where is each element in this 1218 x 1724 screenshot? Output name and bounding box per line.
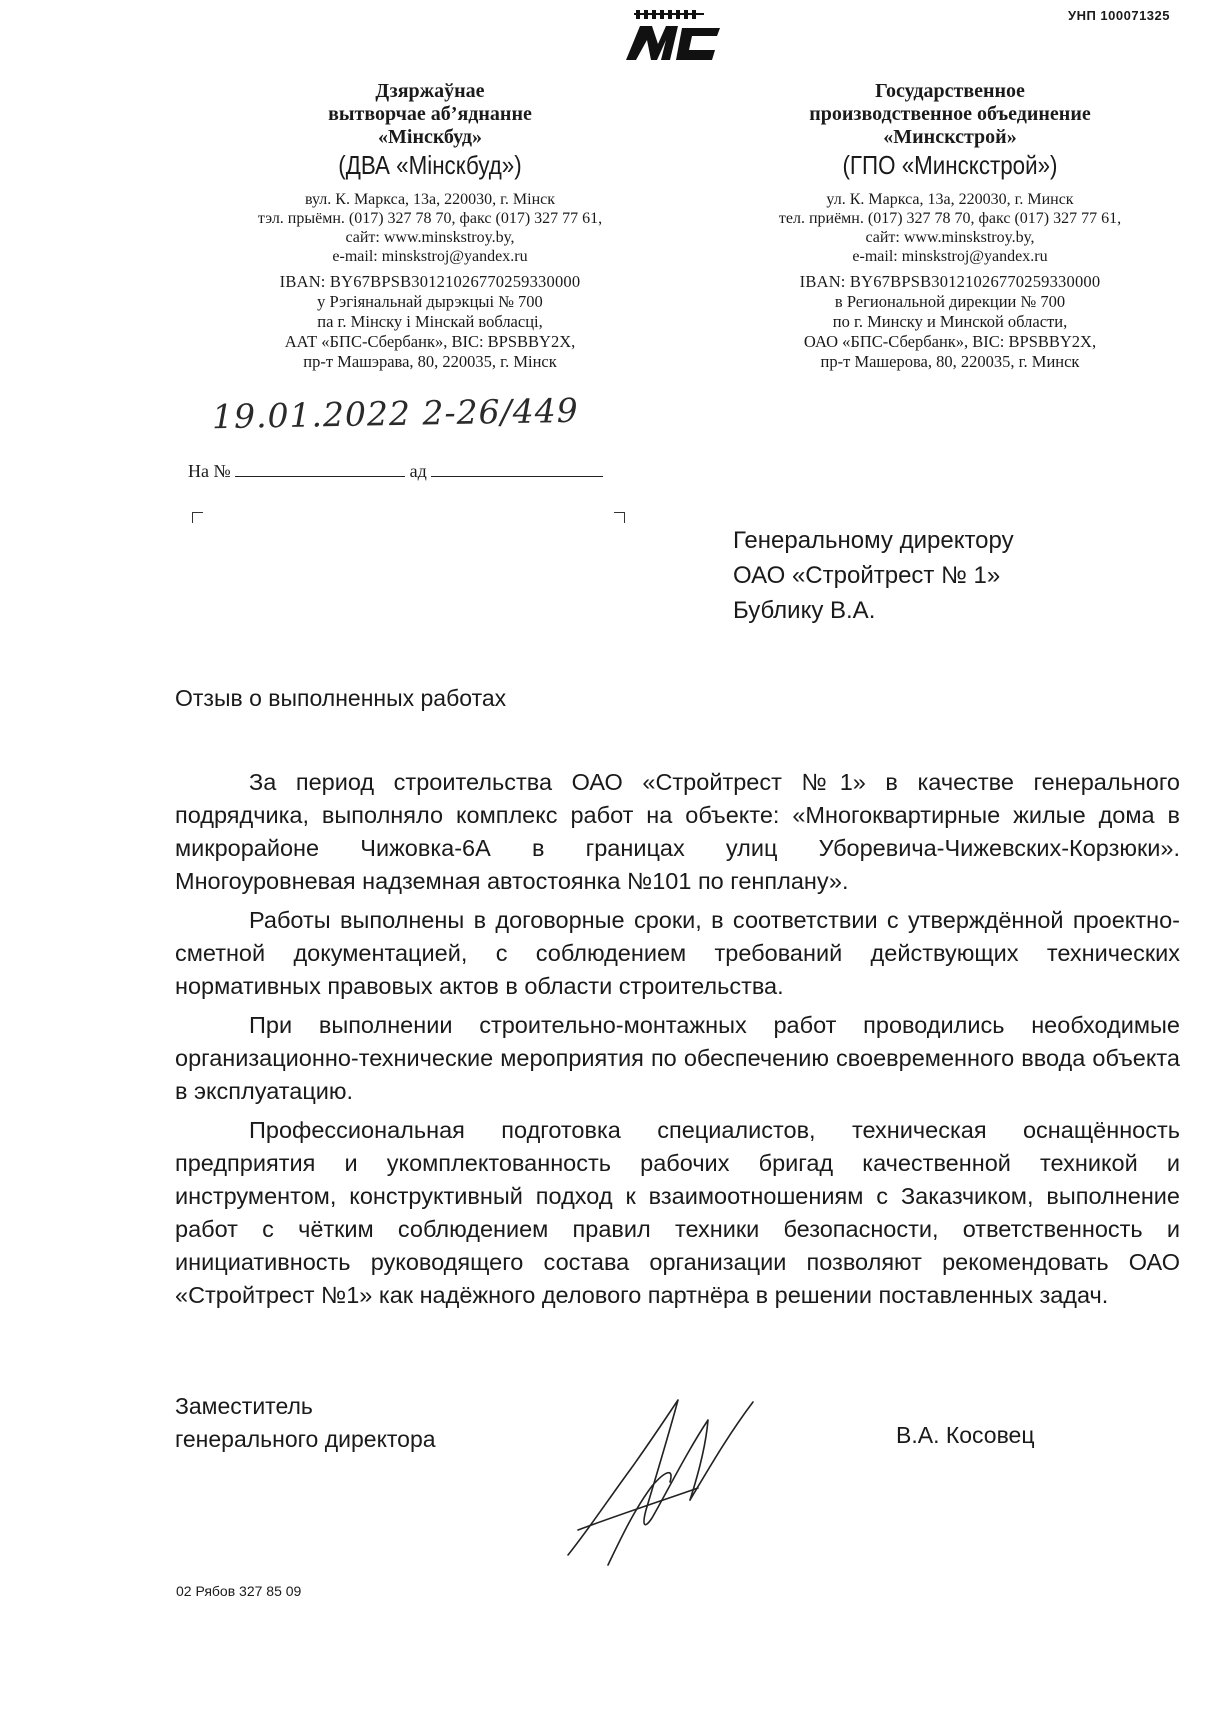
right-org-address xyxy=(720,190,1180,267)
signer-name: В.А. Косовец xyxy=(896,1422,1035,1448)
right-org-name-2: производственное объединение xyxy=(809,103,1091,126)
left-org-address-line: сайт: www.minskstroy.by, xyxy=(345,229,515,247)
left-org-bank-line: у Рэгіянальнай дырэкцыі № 700 xyxy=(317,292,543,312)
left-org-name-2: вытворчае аб’яднанне xyxy=(328,103,532,126)
right-org-bank-line: по г. Минску и Минской области, xyxy=(832,312,1068,332)
left-org-address-line: e-mail: minskstroj@yandex.ru xyxy=(332,248,528,266)
letter-subject: Отзыв о выполненных работах xyxy=(175,685,507,711)
on-no-label: На № xyxy=(188,461,231,481)
left-org-address-line: вул. К. Маркса, 13а, 220030, г. Мінск xyxy=(304,190,556,208)
from-label: ад xyxy=(409,461,427,481)
company-logo xyxy=(620,6,730,62)
right-org-header xyxy=(720,80,1180,371)
right-org-address-line: сайт: www.minskstroy.by, xyxy=(865,229,1035,247)
right-org-address-line: e-mail: minskstroj@yandex.ru xyxy=(852,248,1048,266)
left-org-bank xyxy=(220,272,640,371)
addressee-line: ОАО «Стройтрест № 1» xyxy=(733,561,1001,589)
address-corner-right xyxy=(614,512,625,523)
right-org-abbr: (ГПО «Минскстрой») xyxy=(842,149,1058,180)
right-org-bank-line: IBAN: BY67BPSB30121026770259330000 xyxy=(799,272,1101,292)
left-org-bank-line: пр-т Машэрава, 80, 220035, г. Мінск xyxy=(303,351,557,371)
reference-line xyxy=(188,460,603,482)
addressee-line: Генеральному директору xyxy=(733,527,1014,554)
right-org-bank-line: пр-т Машерова, 80, 220035, г. Минск xyxy=(820,351,1080,371)
handwritten-registration: 19.01.2022 2-26/449 xyxy=(211,390,579,437)
addressee-line: Бублику В.А. xyxy=(733,596,876,624)
right-org-bank-line: в Региональной дирекции № 700 xyxy=(834,292,1066,312)
left-org-address-line: тэл. прыёмн. (017) 327 78 70, факс (017) 327 77 61, xyxy=(257,209,603,227)
right-org-address-line: ул. К. Маркса, 13а, 220030, г. Минск xyxy=(826,190,1074,208)
executor-note: 02 Рябов 327 85 09 xyxy=(176,1583,302,1599)
signer-title-line: Заместитель xyxy=(175,1393,313,1419)
right-org-address-line: тел. приёмн. (017) 327 78 70, факс (017) 327 77 61, xyxy=(778,209,1122,227)
right-org-name-1: Государственное xyxy=(875,80,1025,102)
left-org-bank-line: IBAN: BY67BPSB30121026770259330000 xyxy=(279,272,581,292)
unp-number: УНП 100071325 xyxy=(1067,8,1170,23)
left-org-bank-line: па г. Мінску і Мінскай вобласці, xyxy=(317,312,543,332)
handwritten-signature xyxy=(548,1390,798,1570)
body-paragraph: Работы выполнены в договорные сроки, в соответствии с утверждённой проектно-сметной документацией, с соблюдением требований действующих технических нормативных правовых актов в области строительства. xyxy=(175,907,1180,999)
left-org-header xyxy=(220,80,640,371)
reference-date-blank xyxy=(431,460,603,477)
body-paragraph: За период строительства ОАО «Стройтрест №1» в качестве генерального подрядчика, выполняло комплекс работ на объекте: «Многоквартирные жилые дома в микрорайоне Чижовка-6А в границах улиц Уборевича-Чижевских-Корзюки». Многоуровневая надземная автостоянка №101 по генплану». xyxy=(175,769,1180,894)
left-org-address xyxy=(220,190,640,267)
right-org-name-3: «Минскстрой» xyxy=(883,126,1017,149)
signer-title xyxy=(175,1390,436,1456)
body-paragraph: Профессиональная подготовка специалистов, техническая оснащённость предприятия и укомплектованность рабочих бригад качественной техникой и инструментом, конструктивный подход к взаимоотношениям с Заказчиком, выполнение работ с чётким соблюдением правил техники безопасности, ответственность и инициативность руководящего состава организации позволяют рекомендовать ОАО «Стройтрест №1» как надёжного делового партнёра в решении поставленных задач. xyxy=(175,1117,1180,1308)
address-corner-left xyxy=(192,512,203,523)
left-org-bank-line: ААТ «БПС-Сбербанк», BIC: BPSBBY2X, xyxy=(284,331,576,351)
left-org-name-3: «Мінскбуд» xyxy=(378,126,482,149)
right-org-bank xyxy=(720,272,1180,371)
letter-body xyxy=(175,766,1180,1318)
right-org-bank-line: ОАО «БПС-Сбербанк», BIC: BPSBBY2X, xyxy=(803,331,1097,351)
body-paragraph: При выполнении строительно-монтажных работ проводились необходимые организационно-технические мероприятия по обеспечению своевременного ввода объекта в эксплуатацию. xyxy=(175,1012,1180,1104)
reference-number-blank xyxy=(235,460,405,477)
signer-title-line: генерального директора xyxy=(175,1426,436,1452)
left-org-abbr: (ДВА «Мінскбуд») xyxy=(338,149,522,180)
left-org-name-1: Дзяржаўнае xyxy=(375,80,485,102)
addressee-block xyxy=(733,524,1014,628)
